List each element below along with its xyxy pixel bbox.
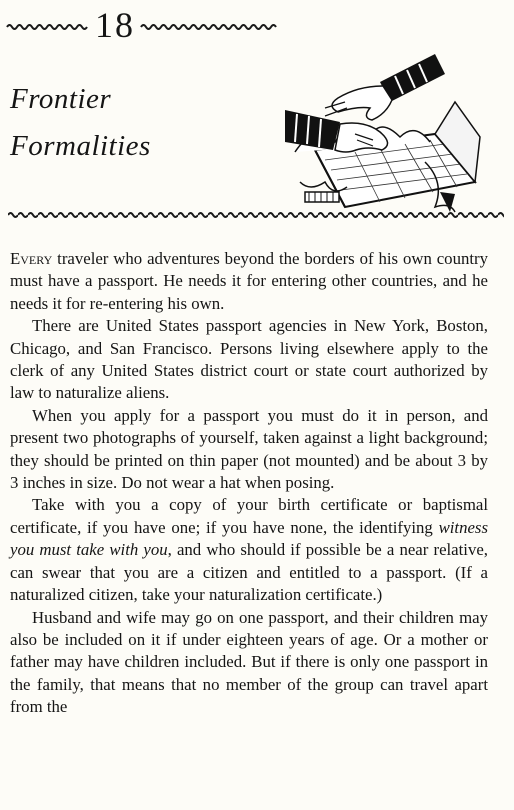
chapter-body-text	[10, 248, 488, 719]
paragraph-1-text: traveler who adventures beyond the borders of his own country must have a passport. He needs it for entering other countries, and he needs it for re-entering his own.	[10, 249, 488, 313]
paragraph-4-text-end: , and who should if possible be a near relative, can swear that you are a citizen and entitled to a passport. (If a naturalized citizen, take your naturalization certificate.)	[10, 540, 488, 605]
top-right-ornamental-rule	[140, 22, 280, 32]
chapter-divider-ornamental-rule	[8, 210, 504, 220]
paragraph-1	[10, 248, 488, 315]
chapter-number: 18	[95, 5, 135, 45]
paragraph-4-emphasis: witness you must take with you	[10, 517, 488, 560]
chapter-title-line-1: Frontier	[10, 83, 112, 115]
paragraph-lead-word: Every	[10, 249, 53, 268]
paragraph-5: Husband and wife may go on one passport, and their children may also be included on it if under eighteen years of age. Or a mother or father may have children included. But if there is only one passport in the family, that means that no member of the group can travel apart from the	[10, 607, 488, 717]
top-left-ornamental-rule	[6, 22, 90, 32]
paragraph-3: When you apply for a passport you must do it in person, and present two photographs of yourself, taken against a light background; they should be printed on thin paper (not mounted) and be about 3 by 3 inches in size. Do not wear a hat when posing.	[10, 405, 488, 493]
chapter-title-line-2: Formalities	[10, 130, 151, 162]
paragraph-4	[10, 494, 488, 606]
paragraph-2: There are United States passport agencies in New York, Boston, Chicago, and San Francisco. Persons living elsewhere apply to the clerk of any United States district court or state court authorized by law to naturalize aliens.	[10, 316, 488, 403]
hands-packing-luggage-illustration	[285, 42, 485, 214]
paragraph-4-text-start: Take with you a copy of your birth certificate or baptismal certificate, if you have one; if you have none, the identifying	[10, 495, 488, 537]
